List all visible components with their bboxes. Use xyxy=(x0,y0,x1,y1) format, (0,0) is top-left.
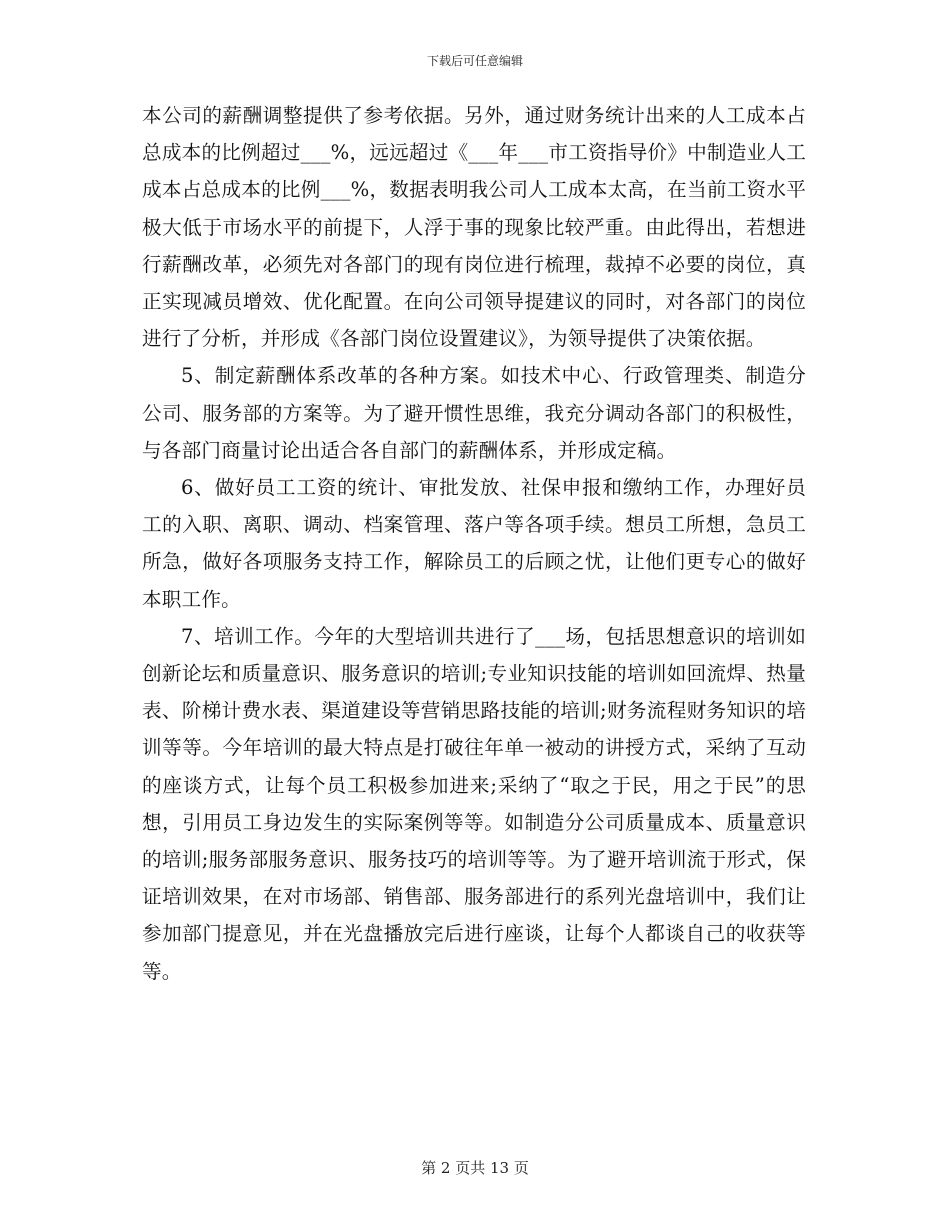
paragraph-continuation: 本公司的薪酬调整提供了参考依据。另外，通过财务统计出来的人工成本占总成本的比例超过___%，远远超过《___年___市工资指导价》中制造业人工成本占总成本的比例___%，数据表明我公司人工成本太高，在当前工资水平极大低于市场水平的前提下，人浮于事的现象比较严重。由此得出，若想进行薪酬改革，必须先对各部门的现有岗位进行梳理，裁掉不必要的岗位，真正实现减员增效、优化配置。在向公司领导提建议的同时，对各部门的岗位进行了分析，并形成《各部门岗位设置建议》，为领导提供了决策依据。 xyxy=(142,104,806,351)
document-body xyxy=(142,97,806,990)
page-header: 下载后可任意编辑 xyxy=(426,54,523,68)
paragraph-item-6: 6、做好员工工资的统计、审批发放、社保申报和缴纳工作，办理好员工的入职、离职、调动、档案管理、落户等各项手续。想员工所想，急员工所急，做好各项服务支持工作，解除员工的后顾之忧，让他们更专心的做好本职工作。 xyxy=(142,476,806,611)
page-number-footer: 第 2 页共 13 页 xyxy=(421,1159,529,1177)
paragraph-item-7: 7、培训工作。今年的大型培训共进行了___场，包括思想意识的培训如创新论坛和质量意识、服务意识的培训;专业知识技能的培训如回流焊、热量表、阶梯计费水表、渠道建设等营销思路技能的培训;财务流程财务知识的培训等等。今年培训的最大特点是打破往年单一被动的讲授方式，采纳了互动的座谈方式，让每个员工积极参加进来;采纳了“取之于民，用之于民”的思想，引用员工身边发生的实际案例等等。如制造分公司质量成本、质量意识的培训;服务部服务意识、服务技巧的培训等等。为了避开培训流于形式，保证培训效果，在对市场部、销售部、服务部进行的系列光盘培训中，我们让参加部门提意见，并在光盘播放完后进行座谈，让每个人都谈自己的收获等等。 xyxy=(142,624,806,983)
paragraph-item-5: 5、制定薪酬体系改革的各种方案。如技术中心、行政管理类、制造分公司、服务部的方案等。为了避开惯性思维，我充分调动各部门的积极性，与各部门商量讨论出适合各自部门的薪酬体系，并形成定稿。 xyxy=(142,364,806,462)
